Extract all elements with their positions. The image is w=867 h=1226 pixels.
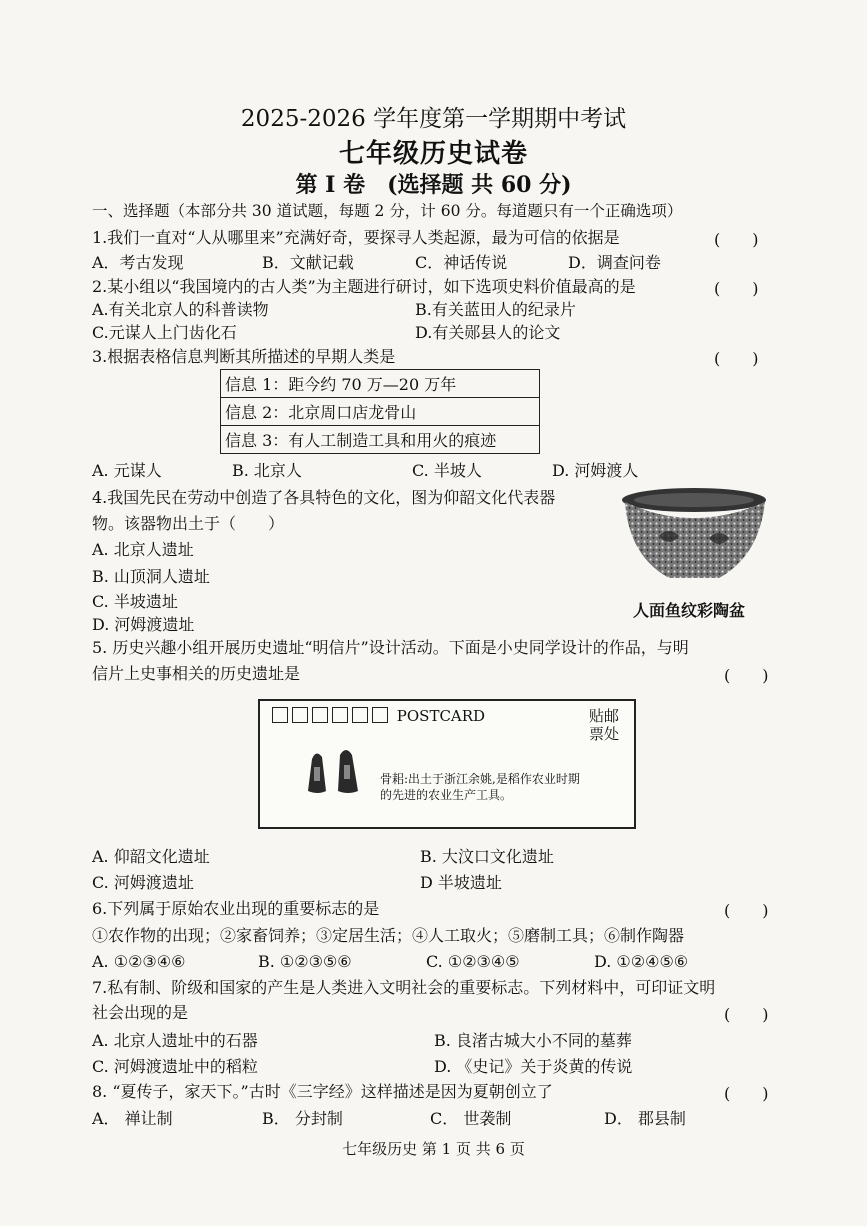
q1-answer-blank: ( ) <box>714 230 759 249</box>
q5-option-a: A. 仰韶文化遗址 <box>92 847 210 866</box>
q5-stem-line1: 5. 历史兴趣小组开展历史遗址“明信片”设计活动。下面是小史同学设计的作品，与明 <box>92 638 689 657</box>
q3-stem: 3.根据表格信息判断其所描述的早期人类是 <box>92 347 396 366</box>
q3-info-3: 信息 3：有人工制造工具和用火的痕迹 <box>221 426 540 454</box>
q7-stem-line2: 社会出现的是 <box>92 1003 189 1022</box>
q7-option-a: A. 北京人遗址中的石器 <box>92 1031 258 1050</box>
q8-option-d: D． 郡县制 <box>604 1109 686 1128</box>
q2-option-d: D.有关郧县人的论文 <box>415 323 561 342</box>
q3-option-d: D. 河姆渡人 <box>552 461 639 480</box>
stamp-area: 贴邮票处 <box>588 707 619 743</box>
q8-option-a: A． 禅让制 <box>92 1109 173 1128</box>
q3-info-2: 信息 2：北京周口店龙骨山 <box>221 398 540 426</box>
exam-subject-title: 七年级历史试卷 <box>338 139 528 169</box>
section-volume-title: 第 Ⅰ 卷 (选择题 共 60 分) <box>295 172 572 198</box>
section-instructions: 一、选择题（本部分共 30 道试题，每题 2 分，计 60 分。每道题只有一个正确选项） <box>92 202 683 220</box>
postcard-label: POSTCARD <box>396 707 486 725</box>
q4-stem-line1: 4.我国先民在劳动中创造了各具特色的文化，图为仰韶文化代表器 <box>92 488 556 507</box>
bone-spade-image <box>304 745 368 795</box>
q1-option-c: C．神话传说 <box>415 253 508 272</box>
q3-option-a: A. 元谋人 <box>92 461 162 480</box>
q6-option-b: B. ①②③⑤⑥ <box>258 952 352 971</box>
q2-option-a: A.有关北京人的科普读物 <box>92 300 269 319</box>
q1-option-d: D．调查问卷 <box>568 253 661 272</box>
exam-title: 2025-2026 学年度第一学期期中考试 <box>240 106 627 132</box>
postcard <box>258 699 636 829</box>
q8-answer-blank: ( ) <box>724 1084 769 1103</box>
q3-option-c: C. 半坡人 <box>412 461 482 480</box>
q8-option-b: B． 分封制 <box>262 1109 343 1128</box>
q2-option-b: B.有关蓝田人的纪录片 <box>415 300 576 319</box>
page-footer: 七年级历史 第 1 页 共 6 页 <box>342 1140 525 1158</box>
q6-items: ①农作物的出现；②家畜饲养；③定居生活；④人工取火；⑤磨制工具；⑥制作陶器 <box>92 926 685 945</box>
q5-option-d: D 半坡遗址 <box>420 873 502 892</box>
q4-option-a: A. 北京人遗址 <box>92 540 194 559</box>
q3-option-b: B. 北京人 <box>232 461 302 480</box>
q5-option-b: B. 大汶口文化遗址 <box>420 847 554 866</box>
q4-stem-line2: 物。该器物出土于（ ） <box>92 514 285 533</box>
pot-caption: 人面鱼纹彩陶盆 <box>633 601 746 620</box>
q5-option-c: C. 河姆渡遗址 <box>92 873 194 892</box>
q7-option-c: C. 河姆渡遗址中的稻粒 <box>92 1057 258 1076</box>
q3-info-table <box>220 369 540 454</box>
q6-stem: 6.下列属于原始农业出现的重要标志的是 <box>92 899 380 918</box>
q1-option-a: A．考古发现 <box>92 253 184 272</box>
postcode-boxes <box>272 707 485 725</box>
q6-option-a: A. ①②③④⑥ <box>92 952 186 971</box>
q4-option-b: B. 山顶洞人遗址 <box>92 567 210 586</box>
q1-option-b: B．文献记载 <box>262 253 354 272</box>
q2-answer-blank: ( ) <box>714 279 759 298</box>
q6-option-d: D. ①②④⑤⑥ <box>594 952 689 971</box>
q2-option-c: C.元谋人上门齿化石 <box>92 323 237 342</box>
q7-stem-line1: 7.私有制、阶级和国家的产生是人类进入文明社会的重要标志。下列材料中，可印证文明 <box>92 978 716 997</box>
q5-answer-blank: ( ) <box>724 666 769 685</box>
q8-option-c: C． 世袭制 <box>430 1109 512 1128</box>
q6-answer-blank: ( ) <box>724 901 769 920</box>
q1-stem: 1.我们一直对“人从哪里来”充满好奇，要探寻人类起源，最为可信的依据是 <box>92 228 620 247</box>
q7-option-b: B. 良渚古城大小不同的墓葬 <box>434 1031 632 1050</box>
q8-stem: 8. “夏传子，家天下。”古时《三字经》这样描述是因为夏朝创立了 <box>92 1082 553 1101</box>
fish-pattern-basin-image <box>619 486 769 586</box>
postcard-description: 骨耜:出土于浙江余姚,是稻作农业时期的先进的农业生产工具。 <box>380 772 580 802</box>
q7-option-d: D. 《史记》关于炎黄的传说 <box>434 1057 633 1076</box>
q4-option-d: D. 河姆渡遗址 <box>92 615 195 634</box>
q2-stem: 2.某小组以“我国境内的古人类”为主题进行研讨，如下选项史料价值最高的是 <box>92 277 636 296</box>
q6-option-c: C. ①②③④⑤ <box>426 952 520 971</box>
q5-stem-line2: 信片上史事相关的历史遗址是 <box>92 664 301 683</box>
q3-info-1: 信息 1：距今约 70 万—20 万年 <box>221 370 540 398</box>
q7-answer-blank: ( ) <box>724 1005 769 1024</box>
q4-option-c: C. 半坡遗址 <box>92 592 178 611</box>
q3-answer-blank: ( ) <box>714 349 759 368</box>
